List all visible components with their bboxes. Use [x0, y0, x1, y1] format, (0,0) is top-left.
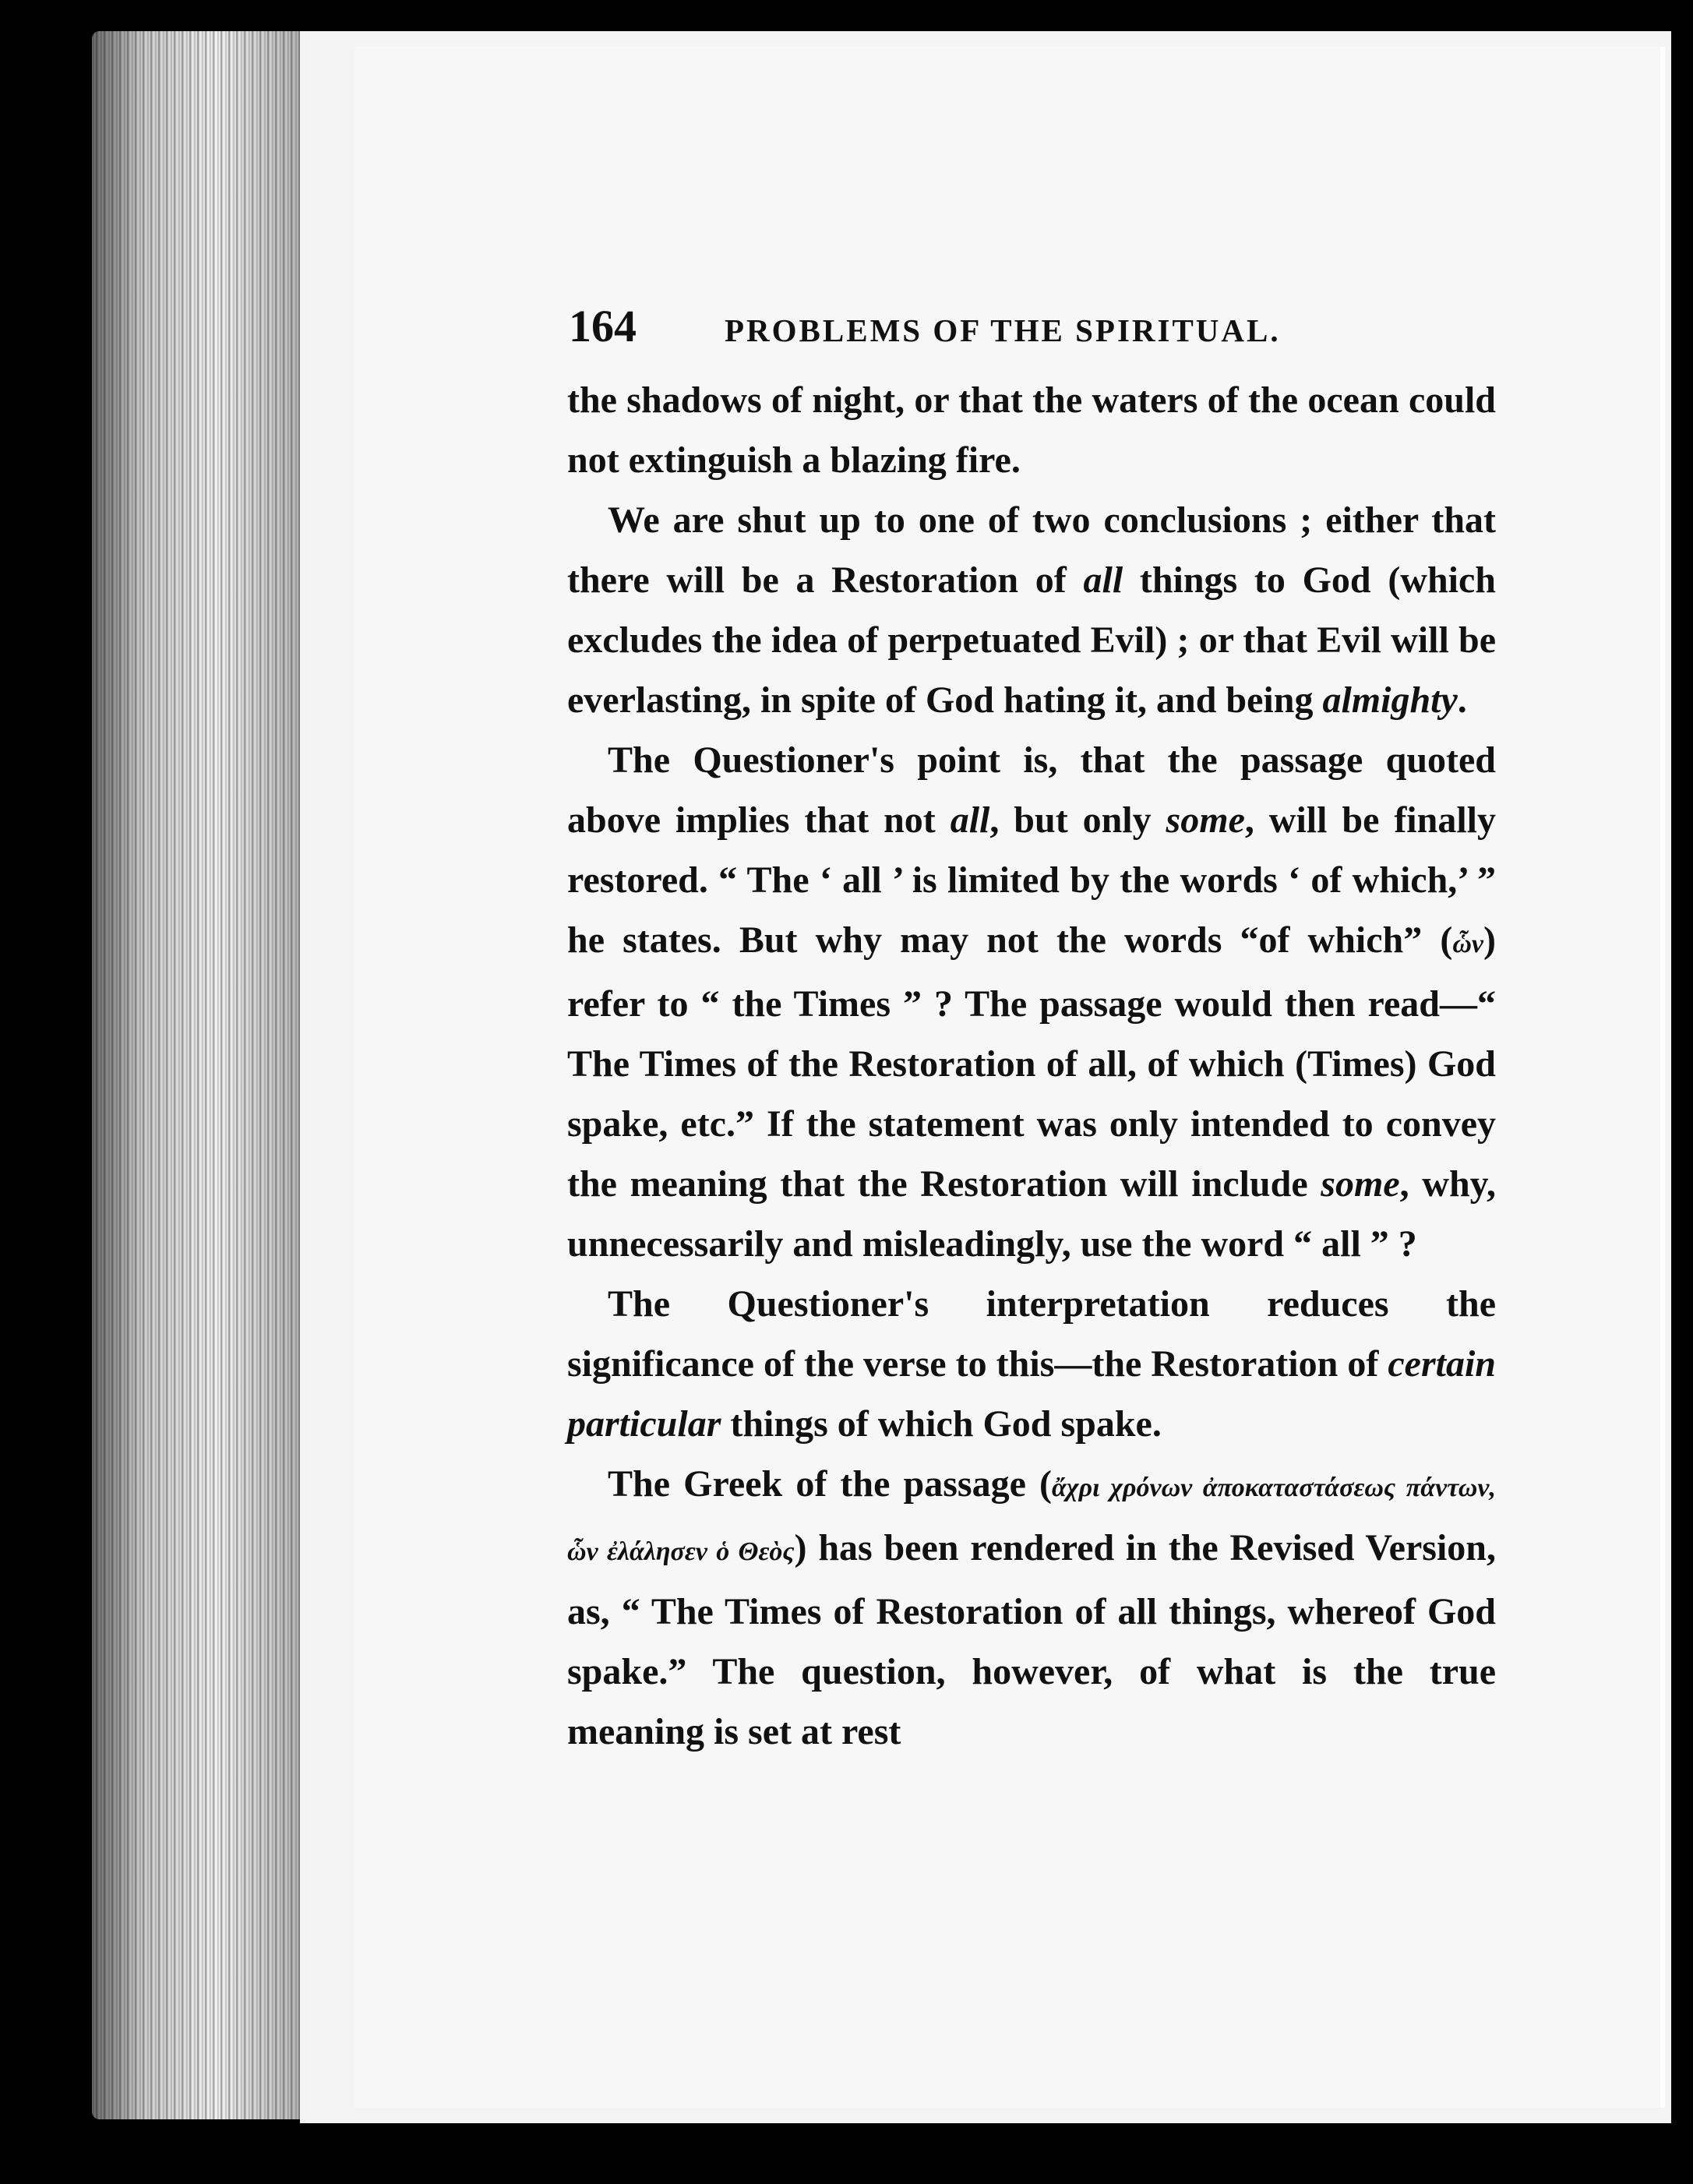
p3-text-b: , but only — [989, 799, 1166, 841]
p4-emphasis-certain-particular: certain particular — [567, 1343, 1496, 1445]
p3-emphasis-all: all — [950, 799, 990, 841]
p3-emphasis-some-2: some — [1321, 1163, 1400, 1205]
p5-greek-passage: ἄχρι χρόνων ἀποκαταστάσεως πάντων, ὧν ἐλάλησεν ὁ Θεὸς — [567, 1473, 1496, 1566]
p2-text-a: We are shut up to one of two conclusions ; either that there will be a Restoration of — [567, 499, 1496, 601]
p3-text-c: , will be finally restored. “ The ‘ all ’ is limited by the words ‘ of which,’ ” he states. But why may not the words “of which” ( — [567, 799, 1496, 961]
p3-emphasis-some: some — [1166, 799, 1245, 841]
p3-text-d: ) refer to “ the Times ” ? The passage would then read—“ The Times of the Restoration of all, of which (Times) God spake, etc.” If the statement was only intended to convey the meaning that the Restoration will include — [567, 919, 1496, 1205]
paragraph-2 — [567, 490, 1496, 730]
p5-text-b: ) has been rendered in the Revised Version, as, “ The Times of Restoration of all things, whereof God spake.” The question, however, of what is the true meaning is set at rest — [567, 1527, 1496, 1752]
p3-text-a: The Questioner's point is, that the passage quoted above implies that not — [567, 739, 1496, 841]
p5-text-a: The Greek of the passage ( — [608, 1463, 1052, 1505]
p4-text-b: things of which God spake. — [721, 1403, 1162, 1445]
p2-emphasis-all: all — [1083, 559, 1123, 601]
paragraph-4 — [567, 1274, 1496, 1454]
paragraph-1: the shadows of night, or that the waters of the ocean could not extinguish a blazing fire. — [567, 379, 1496, 481]
p2-emphasis-almighty: almighty — [1322, 679, 1458, 721]
p2-text-b: things to God (which excludes the idea of perpetuated Evil) ; or that Evil will be everlasting, in spite of God hating it, and being — [567, 559, 1496, 721]
running-head: PROBLEMS OF THE SPIRITUAL. — [725, 312, 1281, 348]
page-number: 164 — [569, 301, 637, 351]
book-page-edges — [92, 31, 302, 2119]
paragraph-3 — [567, 730, 1496, 1274]
page-header — [569, 300, 1511, 352]
p4-text-a: The Questioner's interpretation reduces the significance of the verse to this—the Restoration of — [567, 1283, 1496, 1385]
paragraph-5 — [567, 1454, 1496, 1762]
p3-greek-word: ὧν — [1452, 930, 1484, 958]
p3-text-e: , why, unnecessarily and misleadingly, use the word “ all ” ? — [567, 1163, 1496, 1265]
body-text — [567, 370, 1496, 1762]
p2-text-c: . — [1457, 679, 1467, 721]
